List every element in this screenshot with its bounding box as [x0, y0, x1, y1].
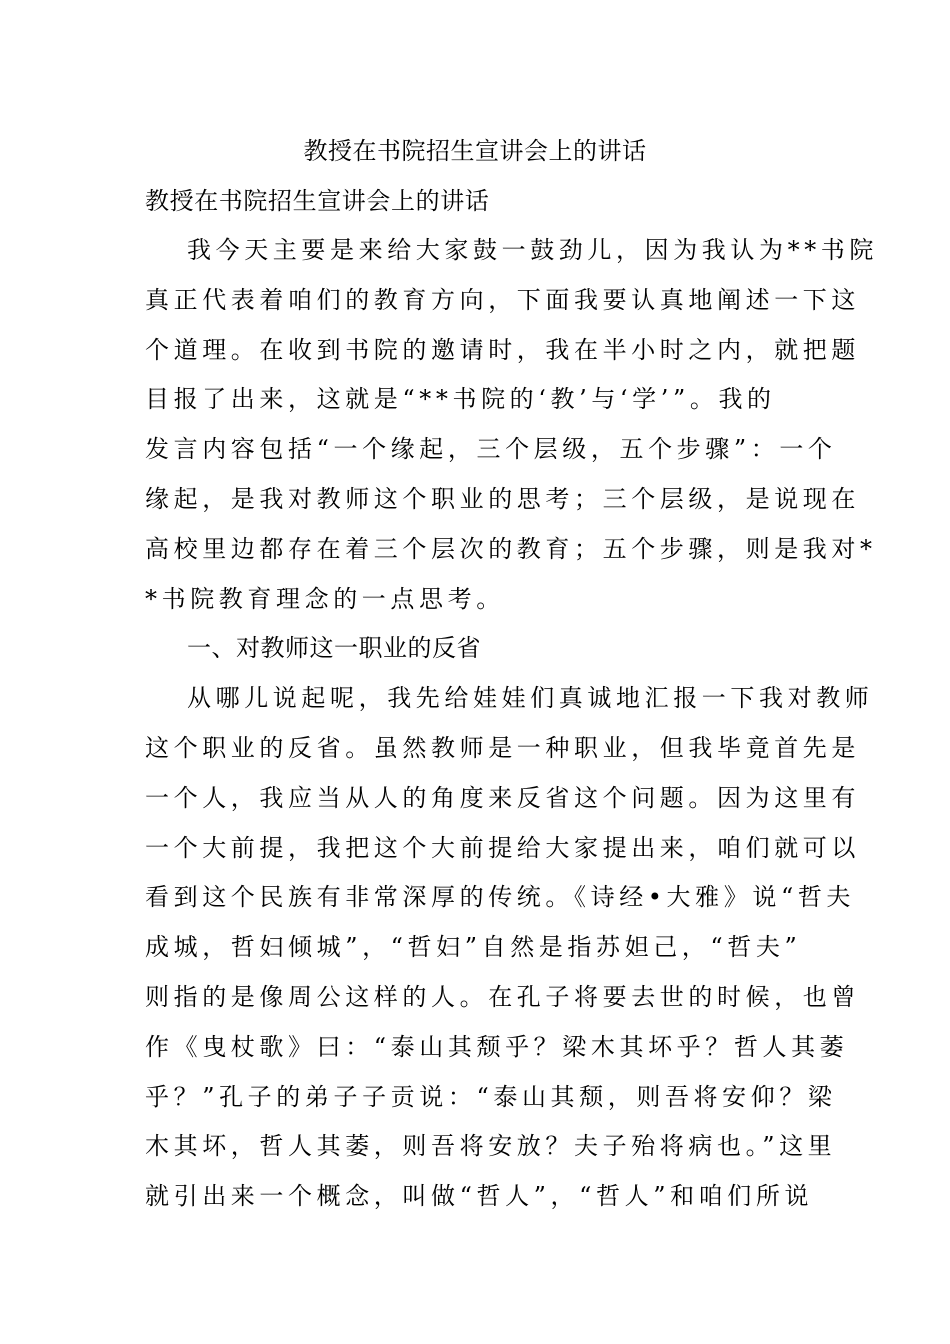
paragraph-2-line-8: 作《曳杖歌》曰：“泰山其颓乎？梁木其坏乎？哲人其萎 [145, 1033, 849, 1061]
document-subtitle: 教授在书院招生宣讲会上的讲话 [145, 187, 490, 215]
paragraph-1-line-4: 目报了出来，这就是“**书院的‘教’与‘学’”。我的 [145, 385, 776, 413]
paragraph-2-line-1: 从哪儿说起呢，我先给娃娃们真诚地汇报一下我对教师 [187, 684, 874, 712]
paragraph-2-line-11: 就引出来一个概念，叫做“哲人”，“哲人”和咱们所说 [145, 1182, 814, 1210]
paragraph-1-line-5: 发言内容包括“一个缘起，三个层级，五个步骤”：一个 [145, 435, 837, 463]
paragraph-2-line-6: 成城，哲妇倾城”，“哲妇”自然是指苏妲己，“哲夫” [145, 933, 802, 961]
paragraph-1-line-6: 缘起，是我对教师这个职业的思考；三个层级，是说现在 [145, 485, 860, 513]
section-heading-1: 一、对教师这一职业的反省 [187, 634, 481, 662]
paragraph-1-line-2: 真正代表着咱们的教育方向，下面我要认真地阐述一下这 [145, 286, 860, 314]
paragraph-1-line-3: 个道理。在收到书院的邀请时，我在半小时之内，就把题 [145, 336, 860, 364]
paragraph-2-line-4: 一个大前提，我把这个大前提给大家提出来，咱们就可以 [145, 834, 860, 862]
paragraph-1-line-7: 高校里边都存在着三个层次的教育；五个步骤，则是我对* [145, 535, 877, 563]
paragraph-1-line-1: 我今天主要是来给大家鼓一鼓劲儿，因为我认为**书院 [187, 236, 878, 264]
paragraph-2-line-10: 木其坏，哲人其萎，则吾将安放？夫子殆将病也。”这里 [145, 1132, 837, 1160]
paragraph-1-line-8: *书院教育理念的一点思考。 [145, 585, 505, 613]
paragraph-2-line-9: 乎？”孔子的弟子子贡说：“泰山其颓，则吾将安仰？梁 [145, 1083, 837, 1111]
paragraph-2-line-7: 则指的是像周公这样的人。在孔子将要去世的时候，也曾 [145, 983, 860, 1011]
document-title: 教授在书院招生宣讲会上的讲话 [303, 137, 647, 165]
paragraph-2-line-2: 这个职业的反省。虽然教师是一种职业，但我毕竟首先是 [145, 734, 860, 762]
paragraph-2-line-3: 一个人，我应当从人的角度来反省这个问题。因为这里有 [145, 784, 860, 812]
paragraph-2-line-5: 看到这个民族有非常深厚的传统。《诗经•大雅》说“哲夫 [145, 883, 856, 911]
